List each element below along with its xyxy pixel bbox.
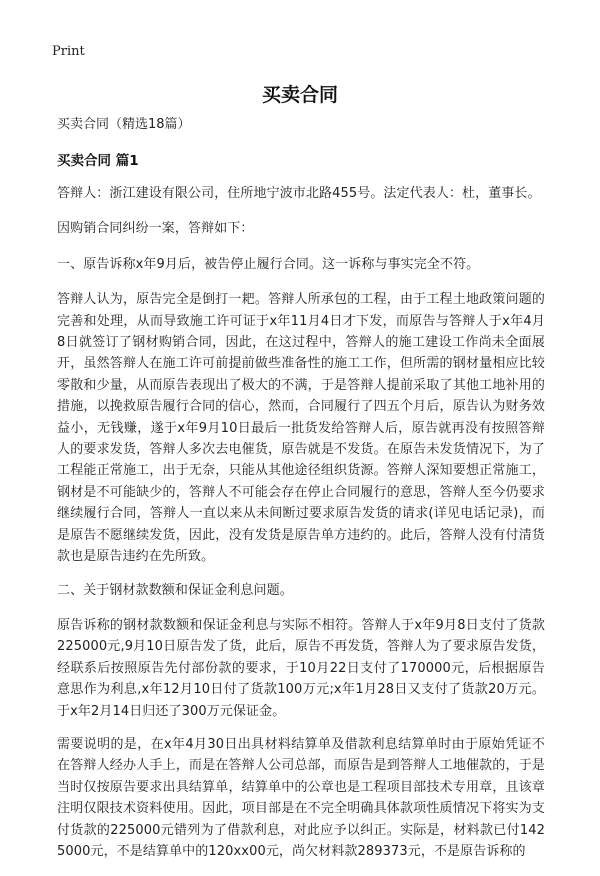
paragraph-point-one: 一、原告诉称x年9月后，被告停止履行合同。这一诉称与事实完全不符。 (57, 256, 480, 272)
paragraph-respondent: 答辩人：浙江建设有限公司，住所地宁波市北路455号。法定代表人：杜，董事长。 (57, 186, 541, 201)
document-body (57, 116, 545, 876)
document-title: 买卖合同 (261, 84, 338, 106)
document-subtitle: 买卖合同（精选18篇） (57, 117, 191, 132)
paragraph-clarification: 需要说明的是，在x年4月30日出具材料结算单及借款利息结算单时由于原始凭证不在答辩人经办人手上，而是在答辩人公司总部，而原告是到答辩人工地催款的，于是当时仅按原告要求出具结算单，结算单中的公章也是工程项目部技术专用章，且该章注明仅限技术资料使用。因此，项目部是在不完全明确具体款项性质情况下将实为支付货款的225000元错列为了借款利息，对此应予以纠正。实际是，材料款已付1425000元，不是结算单中的120xx00元，尚欠材料款289373元，不是原告诉称的 (57, 736, 545, 859)
print-link[interactable]: Print (52, 44, 85, 59)
paragraph-payments: 原告诉称的钢材款数额和保证金利息与实际不相符。答辩人于x年9月8日支付了货款225000元,9月10日原告发了货，此后，原告不再发货，答辩人为了要求原告发货，经联系后按照原告先付部份款的要求，于10月22日支付了170000元，后根据原告意思作为利息,x年12月10日付了货款100万元;x年1月28日又支付了货款20万元。于x年2月14日归还了300万元保证金。 (57, 617, 545, 719)
paragraph-point-two: 二、关于钢材款数额和保证金利息问题。 (57, 582, 293, 598)
section-heading: 买卖合同 篇1 (57, 153, 139, 169)
paragraph-intro: 因购销合同纠纷一案，答辩如下： (57, 221, 254, 237)
paragraph-argument: 答辩人认为，原告完全是倒打一耙。答辩人所承包的工程，由于工程土地政策问题的完善和处理，从而导致施工许可证于x年11月4日才下发，而原告与答辩人于x年4月8日就签订了钢材购销合同，因此，在这过程中，答辩人的施工建设工作尚未全面展开，虽然答辩人在施工许可前提前做些准备性的施工工作，但所需的钢材量相应比较零散和少量，从而原告表现出了极大的不满，于是答辩人提前采取了其他工地补用的措施，以挽救原告履行合同的信心，然而，合同履行了四五个月后，原告认为财务效益小，无钱赚，遂于x年9月10日最后一批货发给答辩人后，原告就再没有按照答辩人的要求发货，答辩人多次去电催货，原告就是不发货。在原告未发货情况下，为了工程能正常施工，出于无奈，只能从其他途径组织货源。答辩人深知要想正常施工，钢材是不可能缺少的，答辩人不可能会存在停止合同履行的意思，答辩人至今仍要求继续履行合同，答辩人一直以来从未间断过要求原告发货的请求(详见电话记录)，而是原告不愿继续发货，因此，没有发货是原告单方违约的。此后，答辩人没有付清货款也是原告违约在先所致。 (57, 292, 545, 565)
